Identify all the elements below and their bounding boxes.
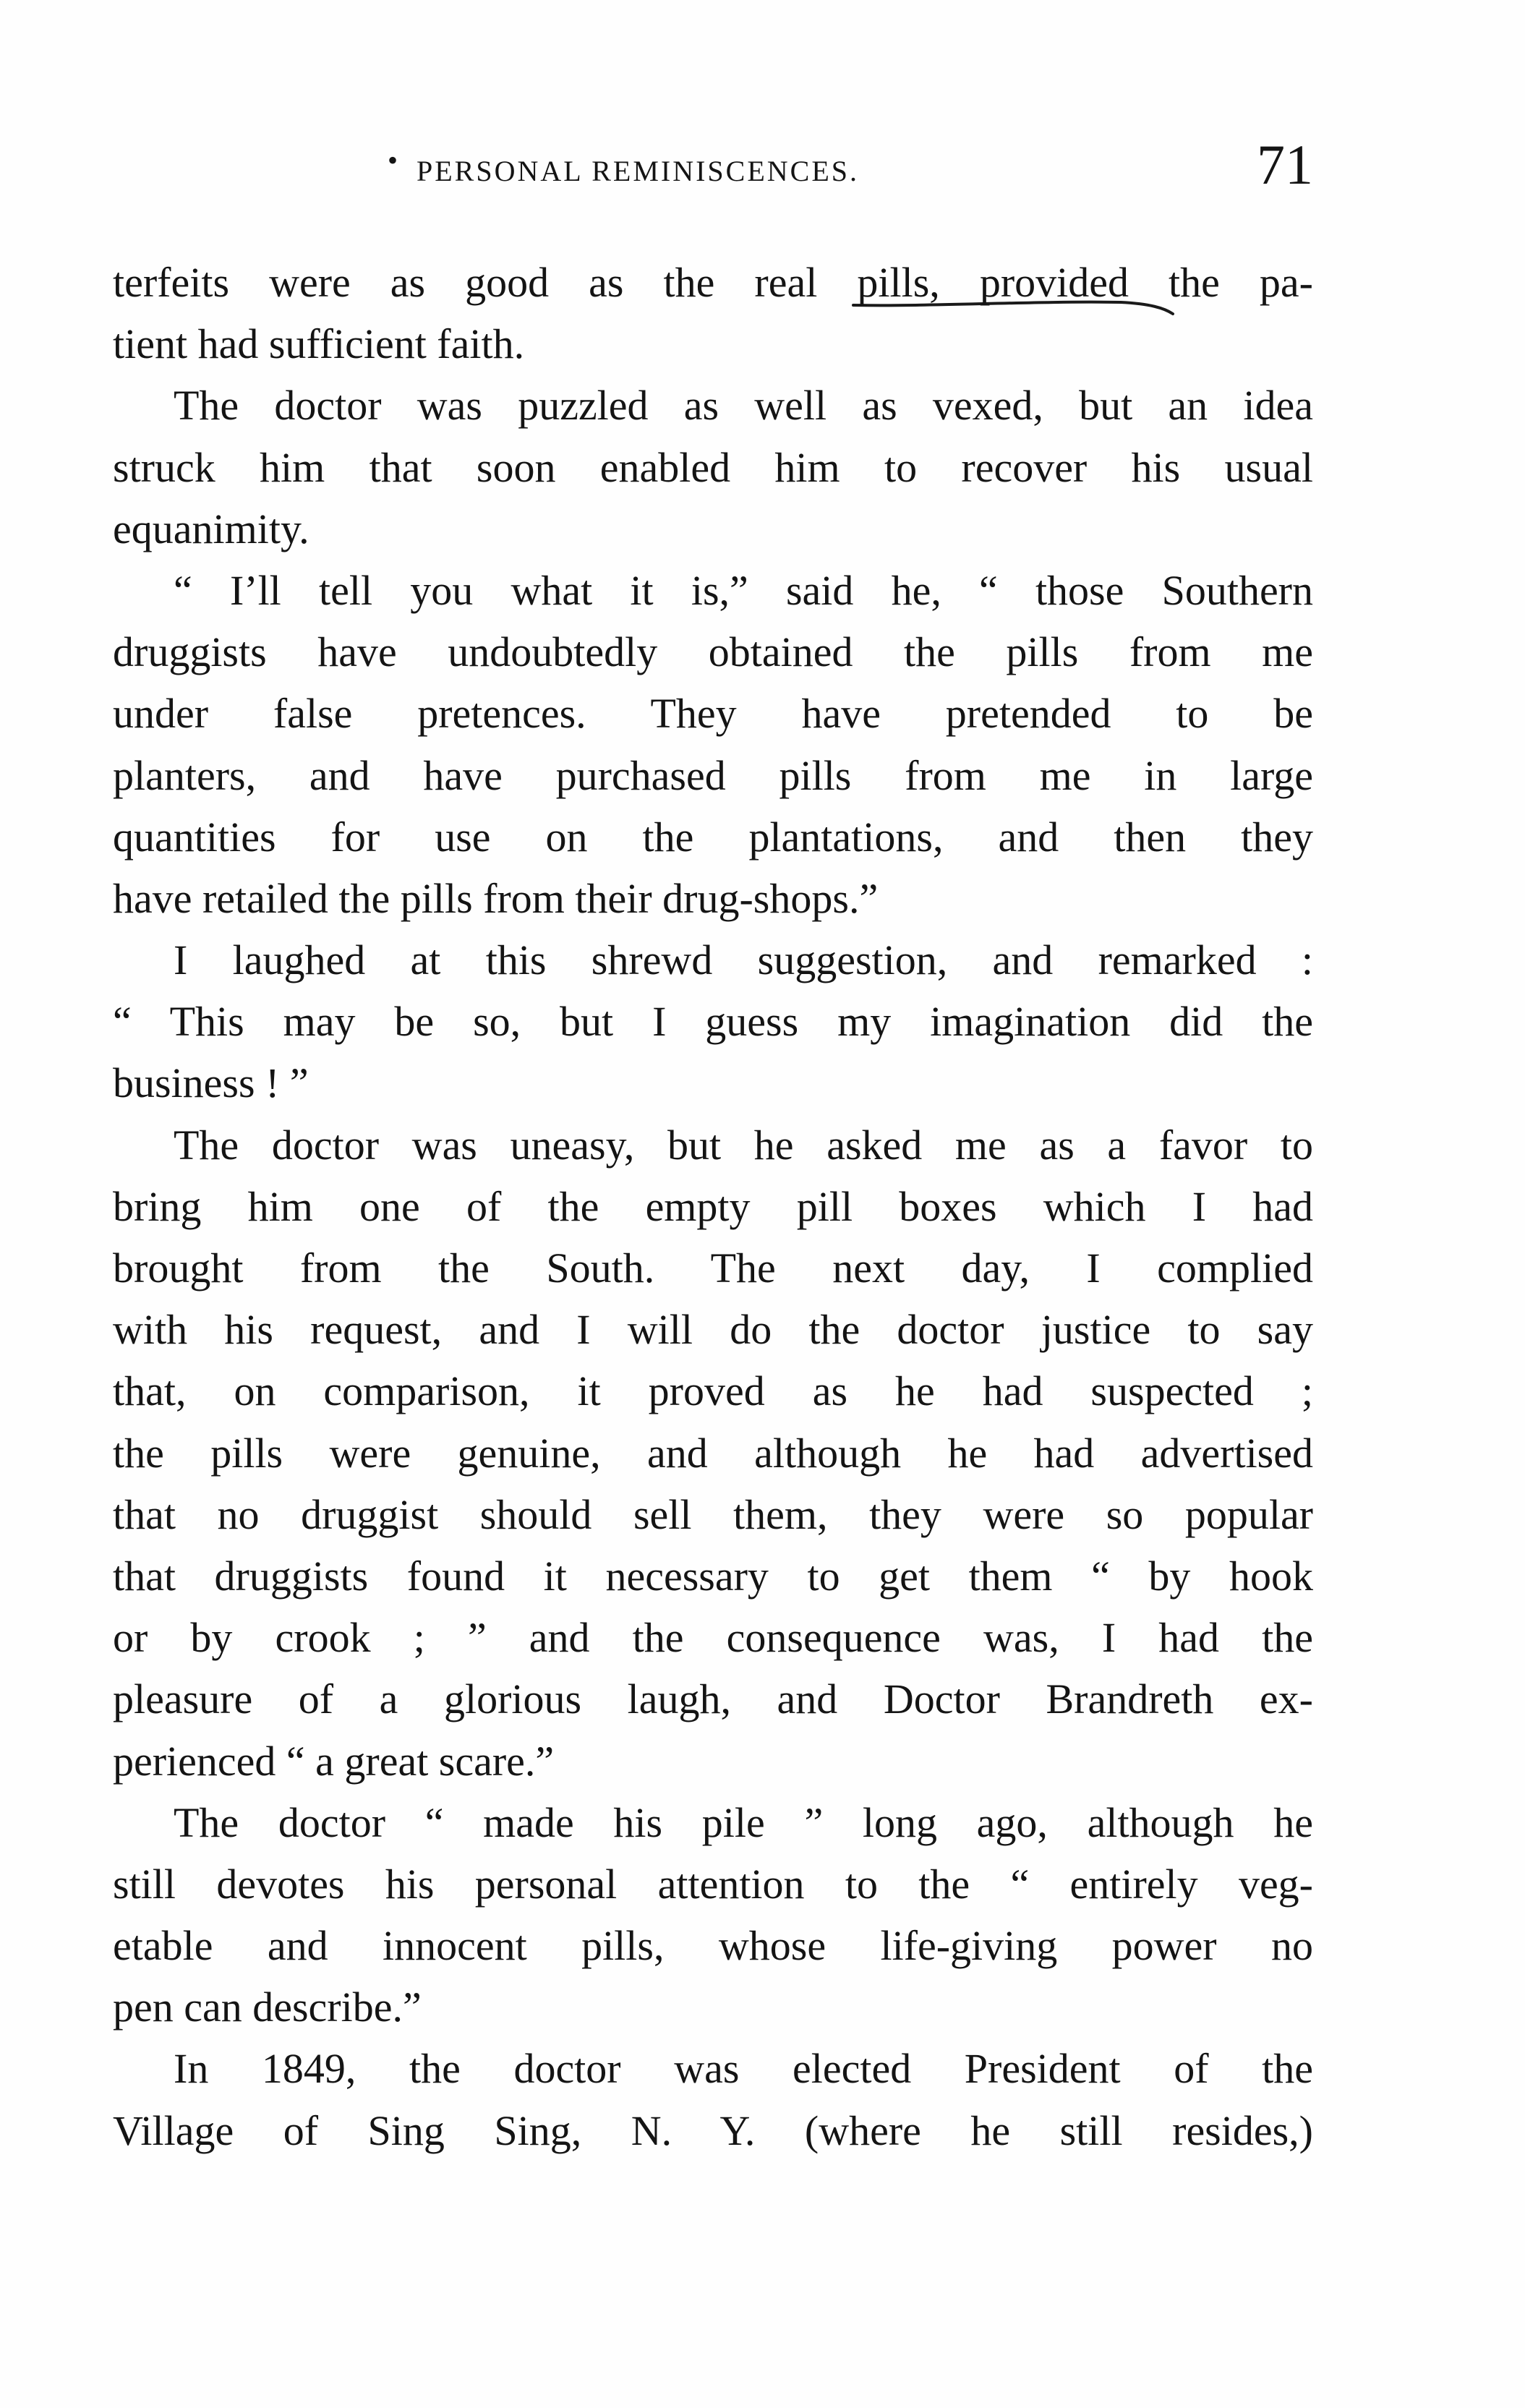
text-line: perienced “ a great scare.”	[113, 1737, 555, 1785]
text-line: “ This may be so, but I guess my imagination did the	[113, 998, 1313, 1046]
page-number: 71	[1257, 133, 1313, 196]
running-head	[113, 130, 1313, 202]
text-line: The doctor was uneasy, but he asked me as a favor to	[174, 1121, 1313, 1169]
text-line: that, on comparison, it proved as he had suspected ;	[113, 1367, 1313, 1415]
text-line: have retailed the pills from their drug-shops.”	[113, 874, 879, 922]
text-line: druggists have undoubtedly obtained the pills from me	[113, 628, 1313, 676]
text-line: that no druggist should sell them, they were so popular	[113, 1490, 1313, 1538]
text-line: that druggists found it necessary to get them “ by hook	[113, 1552, 1313, 1600]
text-line: I laughed at this shrewd suggestion, and remarked :	[174, 936, 1313, 984]
text-line: terfeits were as good as the real pills, provided the pa-	[113, 259, 1313, 306]
text-line: “ I’ll tell you what it is,” said he, “ those Southern	[174, 566, 1313, 614]
text-line: etable and innocent pills, whose life-giving power no	[113, 1922, 1313, 1970]
text-line: In 1849, the doctor was elected President of the	[174, 2045, 1313, 2093]
body-text	[113, 252, 1313, 2161]
text-line: under false pretences. They have pretended to be	[113, 690, 1313, 738]
text-line: planters, and have purchased pills from me in large	[113, 751, 1313, 799]
text-line: The doctor “ made his pile ” long ago, although he	[174, 1798, 1313, 1846]
running-title: PERSONAL REMINISCENCES.	[417, 155, 860, 187]
text-line: or by crook ; ” and the consequence was, I had the	[113, 1614, 1313, 1662]
text-line: quantities for use on the plantations, and then they	[113, 813, 1313, 861]
text-line: pleasure of a glorious laugh, and Doctor Brandreth ex-	[113, 1675, 1313, 1723]
text-line: with his request, and I will do the doctor justice to say	[113, 1306, 1313, 1354]
text-line: business ! ”	[113, 1059, 309, 1107]
text-line: still devotes his personal attention to the “ entirely veg-	[113, 1860, 1313, 1908]
text-line: The doctor was puzzled as well as vexed, but an idea	[174, 382, 1313, 430]
printer-mark: •	[388, 144, 398, 176]
text-line: brought from the South. The next day, I complied	[113, 1244, 1313, 1291]
text-line: bring him one of the empty pill boxes which I had	[113, 1182, 1313, 1230]
text-line: struck him that soon enabled him to recover his usual	[113, 443, 1313, 491]
text-line: pen can describe.”	[113, 1984, 422, 2031]
text-line: tient had sufficient faith.	[113, 320, 525, 368]
text-line: equanimity.	[113, 505, 309, 552]
text-line: Village of Sing Sing, N. Y. (where he still resides,)	[113, 2106, 1313, 2154]
text-line: the pills were genuine, and although he had advertised	[113, 1429, 1313, 1477]
